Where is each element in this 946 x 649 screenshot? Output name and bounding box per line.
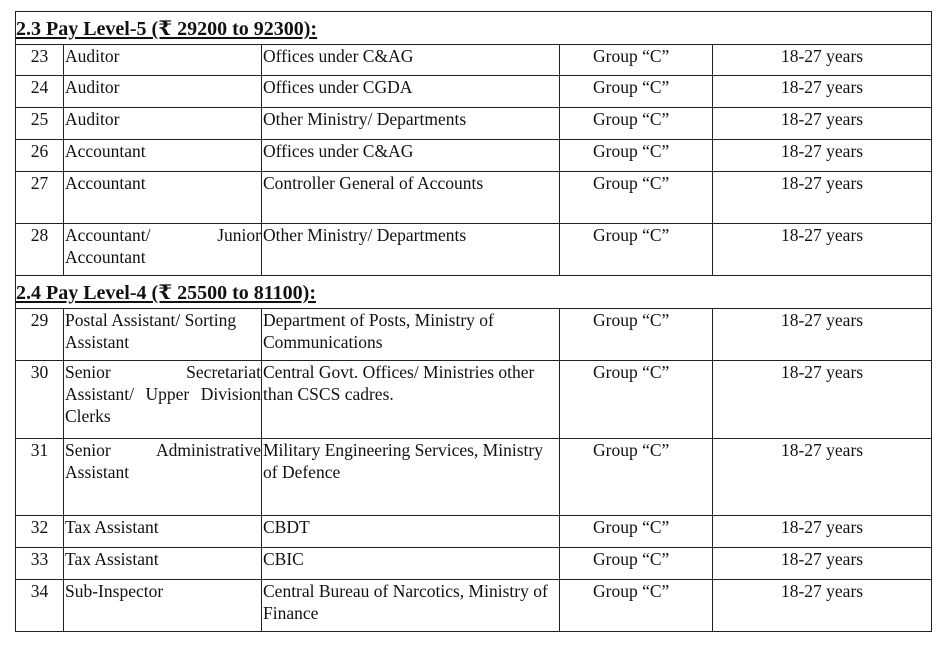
table-row (16, 439, 932, 516)
row-number: 33 (16, 548, 64, 580)
age-limit: 18-27 years (713, 548, 932, 580)
table-row (16, 108, 932, 140)
row-number: 24 (16, 76, 64, 108)
department: Central Govt. Offices/ Ministries other than CSCS cadres. (262, 361, 560, 439)
post-name: Senior Administrative Assistant (64, 439, 262, 516)
post-name: Accountant (64, 140, 262, 172)
table-row (16, 361, 932, 439)
row-number: 30 (16, 361, 64, 439)
department: Military Engineering Services, Ministry of Defence (262, 439, 560, 516)
department: Other Ministry/ Departments (262, 224, 560, 276)
row-number: 29 (16, 309, 64, 361)
age-limit: 18-27 years (713, 108, 932, 140)
department: Other Ministry/ Departments (262, 108, 560, 140)
group: Group “C” (560, 580, 713, 632)
group: Group “C” (560, 224, 713, 276)
age-limit: 18-27 years (713, 309, 932, 361)
post-name: Postal Assistant/ Sorting Assistant (64, 309, 262, 361)
section-header-row (16, 12, 932, 45)
row-number: 26 (16, 140, 64, 172)
group: Group “C” (560, 361, 713, 439)
department: Department of Posts, Ministry of Communications (262, 309, 560, 361)
group: Group “C” (560, 516, 713, 548)
age-limit: 18-27 years (713, 140, 932, 172)
row-number: 25 (16, 108, 64, 140)
department: Offices under C&AG (262, 45, 560, 76)
table-row (16, 45, 932, 76)
post-name: Tax Assistant (64, 516, 262, 548)
group: Group “C” (560, 76, 713, 108)
group: Group “C” (560, 140, 713, 172)
table-row (16, 309, 932, 361)
post-name: Senior Secretariat Assistant/ Upper Division Clerks (64, 361, 262, 439)
row-number: 31 (16, 439, 64, 516)
group: Group “C” (560, 45, 713, 76)
table-row (16, 580, 932, 632)
group: Group “C” (560, 309, 713, 361)
posts-table (15, 11, 932, 632)
age-limit: 18-27 years (713, 224, 932, 276)
section-title: 2.3 Pay Level-5 (₹ 29200 to 92300): (16, 12, 932, 45)
group: Group “C” (560, 172, 713, 224)
row-number: 27 (16, 172, 64, 224)
department: Central Bureau of Narcotics, Ministry of Finance (262, 580, 560, 632)
post-name: Auditor (64, 76, 262, 108)
age-limit: 18-27 years (713, 76, 932, 108)
age-limit: 18-27 years (713, 45, 932, 76)
table-row (16, 516, 932, 548)
age-limit: 18-27 years (713, 580, 932, 632)
post-name: Sub-Inspector (64, 580, 262, 632)
group: Group “C” (560, 548, 713, 580)
age-limit: 18-27 years (713, 516, 932, 548)
section-header-row (16, 276, 932, 309)
row-number: 34 (16, 580, 64, 632)
post-name: Auditor (64, 108, 262, 140)
table-row (16, 548, 932, 580)
group: Group “C” (560, 439, 713, 516)
section-title: 2.4 Pay Level-4 (₹ 25500 to 81100): (16, 276, 932, 309)
group: Group “C” (560, 108, 713, 140)
post-name: Auditor (64, 45, 262, 76)
table-row (16, 172, 932, 224)
table-row (16, 140, 932, 172)
age-limit: 18-27 years (713, 361, 932, 439)
row-number: 28 (16, 224, 64, 276)
table-row (16, 224, 932, 276)
department: CBIC (262, 548, 560, 580)
row-number: 23 (16, 45, 64, 76)
post-name: Accountant (64, 172, 262, 224)
post-name: Accountant/ Junior Accountant (64, 224, 262, 276)
department: Offices under CGDA (262, 76, 560, 108)
table-row (16, 76, 932, 108)
post-name: Tax Assistant (64, 548, 262, 580)
age-limit: 18-27 years (713, 172, 932, 224)
age-limit: 18-27 years (713, 439, 932, 516)
department: CBDT (262, 516, 560, 548)
department: Offices under C&AG (262, 140, 560, 172)
department: Controller General of Accounts (262, 172, 560, 224)
row-number: 32 (16, 516, 64, 548)
